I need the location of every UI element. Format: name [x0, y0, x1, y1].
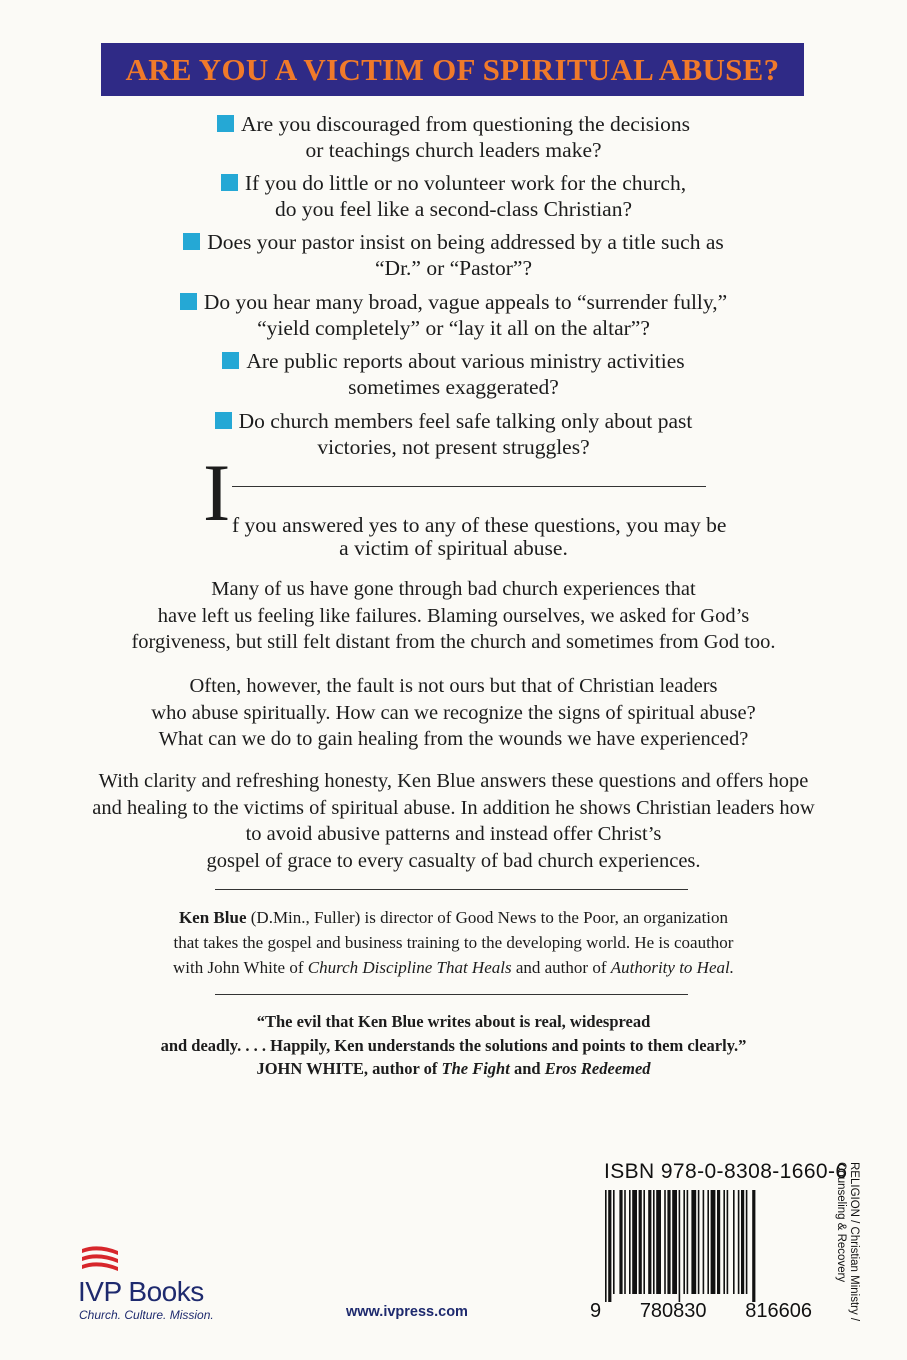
- intro-line: f you answered yes to any of these questions, you may be: [232, 513, 727, 537]
- barcode-bar: [738, 1190, 740, 1294]
- barcode-bar: [619, 1190, 622, 1294]
- barcode-bar: [717, 1190, 720, 1294]
- banner-title: ARE YOU A VICTIM OF SPIRITUAL ABUSE?: [125, 51, 780, 87]
- barcode-bar: [752, 1190, 755, 1302]
- isbn-label: ISBN 978-0-8308-1660-6: [604, 1160, 848, 1183]
- barcode-bar: [613, 1190, 615, 1294]
- question-item: Are public reports about various ministry activities sometimes exaggerated?: [0, 348, 907, 400]
- question-item: Does your pastor insist on being addressed by a title such as “Dr.” or “Pastor”?: [0, 229, 907, 281]
- divider: [232, 486, 706, 487]
- square-bullet-icon: [217, 115, 234, 132]
- ivp-flag-logo-icon: [78, 1245, 122, 1275]
- barcode-bar: [733, 1190, 735, 1294]
- barcode-bar: [698, 1190, 700, 1294]
- publisher-website: www.ivpress.com: [346, 1304, 468, 1320]
- barcode-bar: [703, 1190, 705, 1294]
- barcode-bar: [667, 1190, 670, 1294]
- square-bullet-icon: [183, 233, 200, 250]
- barcode-bar: [727, 1190, 729, 1294]
- publisher-tagline: Church. Culture. Mission.: [79, 1308, 214, 1322]
- barcode-bar: [643, 1190, 645, 1294]
- square-bullet-icon: [180, 293, 197, 310]
- paragraph-1: Many of us have gone through bad church experiences that have left us feeling like failures. Blaming ourselves, we asked for God’s forgiveness, but still felt distant from the church and sometimes from God too.: [131, 578, 776, 653]
- barcode-bar: [629, 1190, 631, 1294]
- barcode-digits: 9 780830 816606: [590, 1300, 812, 1322]
- barcode-bar: [711, 1190, 716, 1294]
- barcode-bar: [664, 1190, 666, 1294]
- barcode-bar: [672, 1190, 677, 1294]
- barcode-bar: [707, 1190, 709, 1294]
- barcode-bar: [741, 1190, 744, 1294]
- barcode-bar: [687, 1190, 689, 1294]
- barcode-bar: [639, 1190, 642, 1294]
- barcode-bar: [691, 1190, 696, 1294]
- barcode-bar: [624, 1190, 626, 1294]
- category-label: RELIGION / Christian Ministry / Counseling & Recovery: [835, 1162, 860, 1322]
- question-item: If you do little or no volunteer work for the church, do you feel like a second-class Christian?: [0, 170, 907, 222]
- drop-cap: I: [203, 447, 231, 538]
- barcode-bar: [632, 1190, 637, 1294]
- barcode-bar: [746, 1190, 748, 1294]
- barcode: [603, 1190, 809, 1302]
- endorsement-quote: “The evil that Ken Blue writes about is real, widespread and deadly. . . . Happily, Ken understands the solutions and points to them clearly.” JOHN WHITE, author of The Fight and Eros Redeemed: [160, 1012, 747, 1078]
- square-bullet-icon: [221, 174, 238, 191]
- barcode-bar: [653, 1190, 655, 1294]
- barcode-bar: [723, 1190, 725, 1294]
- question-item: Are you discouraged from questioning the decisions or teachings church leaders make?: [0, 111, 907, 163]
- paragraph-2: Often, however, the fault is not ours but that of Christian leaders who abuse spiritually. How can we recognize the signs of spiritual abuse? What can we do to gain healing from the wounds we have experienced?: [151, 675, 756, 750]
- barcode-bar: [656, 1190, 661, 1294]
- question-item: Do you hear many broad, vague appeals to “surrender fully,” “yield completely” or “lay it all on the altar”?: [0, 289, 907, 341]
- author-bio: Ken Blue (D.Min., Fuller) is director of Good News to the Poor, an organization that takes the gospel and business training to the developing world. He is coauthor with John White of Church Discipline That Heals and author of Authority to Heal.: [173, 908, 734, 977]
- divider: [215, 889, 688, 890]
- question-item: Do church members feel safe talking only about past victories, not present struggles?: [0, 408, 907, 460]
- barcode-bar: [648, 1190, 651, 1294]
- divider: [215, 994, 688, 995]
- barcode-bar: [679, 1190, 681, 1302]
- barcode-bar: [605, 1190, 607, 1302]
- publisher-name: IVP Books: [78, 1276, 204, 1307]
- square-bullet-icon: [215, 412, 232, 429]
- intro-line-2: a victim of spiritual abuse.: [339, 536, 568, 560]
- barcode-bar: [683, 1190, 685, 1294]
- barcode-bar: [608, 1190, 611, 1302]
- square-bullet-icon: [222, 352, 239, 369]
- paragraph-3: With clarity and refreshing honesty, Ken Blue answers these questions and offers hope and healing to the victims of spiritual abuse. In addition he shows Christian leaders how to avoid abusive patterns and instead offer Christ’s gospel of grace to every casualty of bad church experiences.: [92, 770, 815, 872]
- title-banner: [101, 43, 804, 96]
